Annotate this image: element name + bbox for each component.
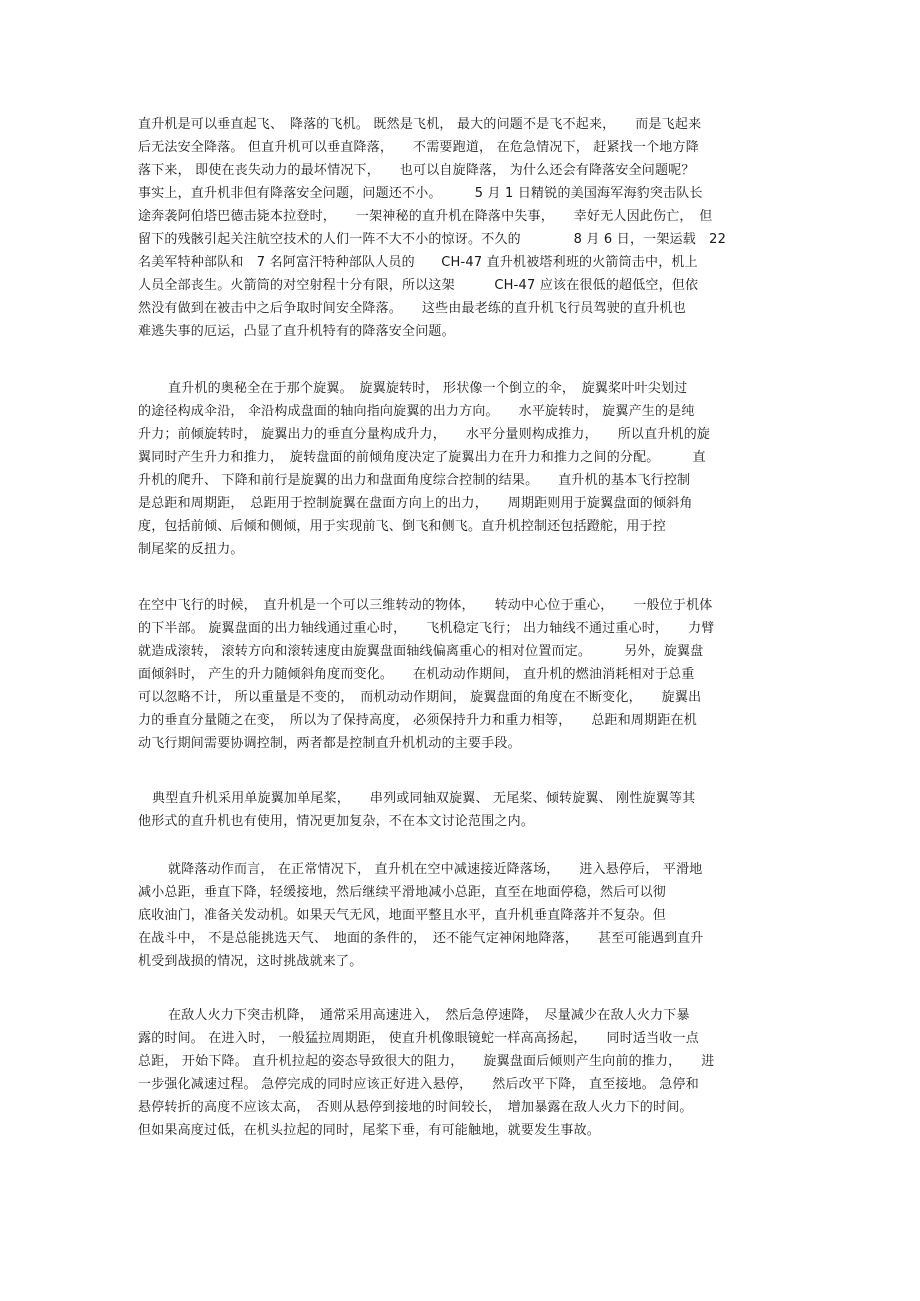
text-line: 动飞行期间需要协调控制，两者都是控制直升机机动的主要手段。: [138, 736, 521, 751]
text-line: 就造成滚转， 滚转方向和滚转速度由旋翼盘面轴线偏离重心的相对位置而定。 另外，旋翼盘: [138, 644, 704, 659]
text-line: 事实上，直升机非但有降落安全问题，问题还不小。 5 月 1 日精锐的美国海军海豹突击队长: [138, 186, 703, 201]
paragraph-2: [138, 377, 788, 561]
paragraph-5: [138, 858, 788, 973]
text-line: 留下的残骸引起关注航空技术的人们一阵不大不小的惊讶。不久的 8 月 6 日，一架运载 22: [138, 232, 727, 247]
text-line: 落下来， 即使在丧失动力的最坏情况下， 也可以自旋降落， 为什么还会有降落安全问题呢？: [138, 163, 695, 178]
text-line: 一步强化减速过程。 急停完成的同时应该正好进入悬停， 然后改平下降， 直至接地。 急停和: [138, 1077, 699, 1092]
text-line: 在空中飞行的时候， 直升机是一个可以三维转动的物体， 转动中心位于重心， 一般位于机体: [138, 598, 713, 613]
text-line: 在战斗中， 不是总能挑选天气、 地面的条件的， 还不能气定神闲地降落， 甚至可能遇到直升: [138, 931, 704, 946]
text-line: 悬停转折的高度不应该太高， 否则从悬停到接地的时间较长， 增加暴露在敌人火力下的时间。: [138, 1100, 693, 1115]
text-line: 直升机的奥秘全在于那个旋翼。 旋翼旋转时， 形状像一个倒立的伞， 旋翼桨叶叶尖划过: [168, 381, 688, 396]
text-line: 露的时间。 在进入时， 一般猛拉周期距， 使直升机像眼镜蛇一样高高扬起， 同时适当收一点: [138, 1031, 699, 1046]
text-line: 然没有做到在被击中之后争取时间安全降落。 这些由最老练的直升机飞行员驾驶的直升机也: [138, 301, 686, 316]
text-line: 机受到战损的情况，这时挑战就来了。: [138, 954, 363, 969]
text-line: 力的垂直分量随之在变， 所以为了保持高度， 必须保持升力和重力相等， 总距和周期距在机: [138, 713, 697, 728]
text-line: 面倾斜时， 产生的升力随倾斜角度而变化。 在机动动作期间， 直升机的燃油消耗相对于总重: [138, 667, 695, 682]
text-line: 名美军特种部队和 7 名阿富汗特种部队人员的 CH-47 直升机被塔利班的火箭筒击中，机上: [138, 255, 698, 270]
text-line: 后无法安全降落。 但直升机可以垂直降落， 不需要跑道， 在危急情况下， 赶紧找一个地方降: [138, 140, 699, 155]
text-line: 底收油门，准备关发动机。如果天气无风，地面平整且水平，直升机垂直降落并不复杂。但: [138, 908, 667, 923]
paragraph-4: [138, 787, 788, 833]
text-line: 他形式的直升机也有使用，情况更加复杂，不在本文讨论范围之内。: [138, 814, 535, 829]
text-line: 的下半部。 旋翼盘面的出力轴线通过重心时， 飞机稳定飞行； 出力轴线不通过重心时， 力臂: [138, 621, 715, 636]
text-line: 升力；前倾旋转时， 旋翼出力的垂直分量构成升力， 水平分量则构成推力， 所以直升机的旋: [138, 427, 711, 442]
text-line: 制尾桨的反扭力。: [138, 542, 244, 557]
text-line: 可以忽略不计， 所以重量是不变的， 而机动动作期间， 旋翼盘面的角度在不断变化， 旋翼出: [138, 690, 702, 705]
text-line: 翼同时产生升力和推力， 旋转盘面的前倾角度决定了旋翼出力在升力和推力之间的分配。 直: [138, 450, 706, 465]
text-line: 度，包括前倾、后倾和侧倾，用于实现前飞、倒飞和侧飞。直升机控制还包括蹬舵，用于控: [138, 519, 667, 534]
text-line: 在敌人火力下突击机降， 通常采用高速进入， 然后急停速降， 尽量减少在敌人火力下暴: [168, 1008, 690, 1023]
text-line: 减小总距，垂直下降，轻缓接地，然后继续平滑地减小总距，直至在地面停稳，然后可以彻: [138, 885, 667, 900]
text-line: 途奔袭阿伯塔巴德击毙本拉登时， 一架神秘的直升机在降落中失事， 幸好无人因此伤亡， 但: [138, 209, 713, 224]
text-line: 典型直升机采用单旋翼加单尾桨， 串列或同轴双旋翼、 无尾桨、倾转旋翼、 刚性旋翼等其: [152, 791, 696, 806]
text-line: 人员全部丧生。火箭筒的对空射程十分有限，所以这架 CH-47 应该在很低的超低空，但依: [138, 278, 699, 293]
text-line: 直升机是可以垂直起飞、 降落的飞机。 既然是飞机， 最大的问题不是飞不起来， 而是飞起来: [138, 117, 702, 132]
text-line: 升机的爬升、 下降和前行是旋翼的出力和盘面角度综合控制的结果。 直升机的基本飞行控制: [138, 473, 691, 488]
text-line: 是总距和周期距， 总距用于控制旋翼在盘面方向上的出力， 周期距则用于旋翼盘面的倾斜角: [138, 496, 693, 511]
paragraph-6: [138, 1004, 788, 1142]
paragraph-3: [138, 594, 788, 755]
text-line: 的途径构成伞沿， 伞沿构成盘面的轴向指向旋翼的出力方向。 水平旋转时， 旋翼产生的是纯: [138, 404, 695, 419]
text-line: 总距， 开始下降。 直升机拉起的姿态导致很大的阻力， 旋翼盘面后倾则产生向前的推力， 进: [138, 1054, 715, 1069]
paragraph-1: [138, 113, 788, 343]
text-line: 难逃失事的厄运，凸显了直升机特有的降落安全问题。: [138, 324, 455, 339]
text-line: 但如果高度过低，在机头拉起的同时，尾桨下垂，有可能触地，就要发生事故。: [138, 1123, 601, 1138]
text-line: 就降落动作而言， 在正常情况下， 直升机在空中减速接近降落场， 进入悬停后， 平滑地: [168, 862, 703, 877]
